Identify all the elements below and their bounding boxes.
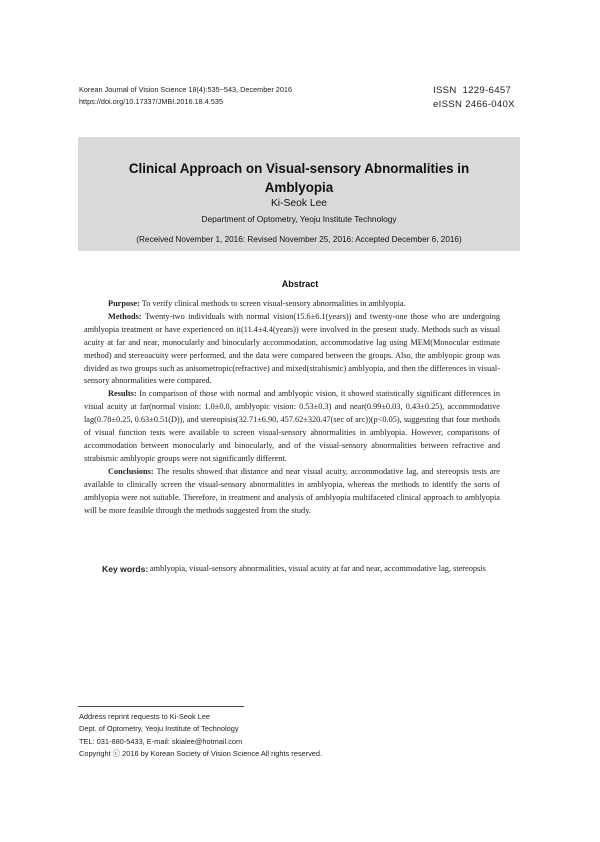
abstract-body [84,298,500,517]
contact-info: TEL: 031-880-5433, E-mail: skialee@hotmail.com [79,736,243,746]
footnote [79,711,322,760]
abstract-purpose [84,298,500,311]
eissn: eISSN 2466-040X [433,99,515,110]
abstract-heading: Abstract [281,279,319,289]
results-text: In comparison of those with normal and amblyopic vision, it showed statistically significant differences in visual acuity at far(normal vision: 1.0±0.0, amblyopic vision: 0.53±0.3) and near(0.99±0.03, 0.43±0.25), accommodative lag(0.78±0.25, 0.63±0.51(D)), and stereopisis(32.71±6.90, 457.62±320.47(sec of arc))(p<0.05), suggesting that four methods of visual function tests were available to screen visual-sensory abnormalities in amblyopia. However, comparisons of accommodation between monocularly and binocularly, and of the visual-sensory abnormalities between refractive and strabismic amblyopic groups were not significantly different. [84,389,500,463]
author: Ki-Seok Lee [270,198,328,209]
keywords [102,563,502,576]
received-dates: (Received November 1, 2016: Revised November 25, 2016: Accepted December 6, 2016) [136,235,462,244]
title-line-1: Clinical Approach on Visual-sensory Abnormalities in [128,161,470,176]
reprint-address: Address reprint requests to Ki-Seok Lee [79,712,211,721]
abstract-conclusions [84,466,500,518]
affiliation: Department of Optometry, Yeoju Institute Technology [201,214,397,224]
title-line-2: Amblyopia [264,180,334,195]
issn: ISSN 1229-6457 [433,85,512,96]
copyright: Copyright ⓒ 2016 by Korean Society of Vision Science All rights reserved. [79,748,323,758]
keywords-label: Key words: [102,564,149,574]
conclusions-text: The results showed that distance and near visual acuity, accommodative lag, and stereopsis tests are available to clinically screen the visual-sensory abnormalities in amblyopia, whereas the methods to identify the sorts of amblyopia were not suitable. Therefore, in treatment and analysis of amblyopia multifaceted clinical approach to amblyopia will be more feasible through the methods suggested from the study. [84,466,500,515]
paper-title [78,159,520,197]
abstract-methods [84,311,500,388]
footnote-divider [78,706,244,707]
title-box [78,137,520,251]
journal-citation [79,84,292,108]
results-label: Results: [108,389,137,399]
purpose-text: To verify clinical methods to screen visual-sensory abnormalities in amblyopia. [141,299,406,308]
department: Dept. of Optometry, Yeoju Institute of Technology [79,724,239,734]
doi-link[interactable]: https://doi.org/10.17337/JMBI.2016.18.4.535 [79,97,224,106]
abstract-results [84,388,500,465]
conclusions-label: Conclusions: [108,466,154,476]
issn-block [433,84,515,112]
journal-info: Korean Journal of Vision Science 18(4):535~543, December 2016 [79,85,293,94]
methods-label: Methods: [108,311,142,321]
methods-text: Twenty-two individuals with normal vision(15.6±6.1(years)) and twenty-one those who are undergoing amblyopia treatment or have experienced on it(11.4±4.4(years)) were involved in the present study. Methods such as visual acuity at far and near, monocularly and binocularly accommodation, accommodative lag using MEM(Monocular estimate method) and stereoacuity were performed, and the data were compared between the groups. Also, the amblyopic group was divided as two groups such as anisometropic(refractive) and mixed(strabismic) amblyopia, and then the differences in visual-sensory abnormalities were compared. [84,311,500,386]
purpose-label: Purpose: [108,299,140,308]
keywords-text: amblyopia, visual-sensory abnormalities, visual acuity at far and near, accommodative lag, stereopsis [150,564,486,573]
